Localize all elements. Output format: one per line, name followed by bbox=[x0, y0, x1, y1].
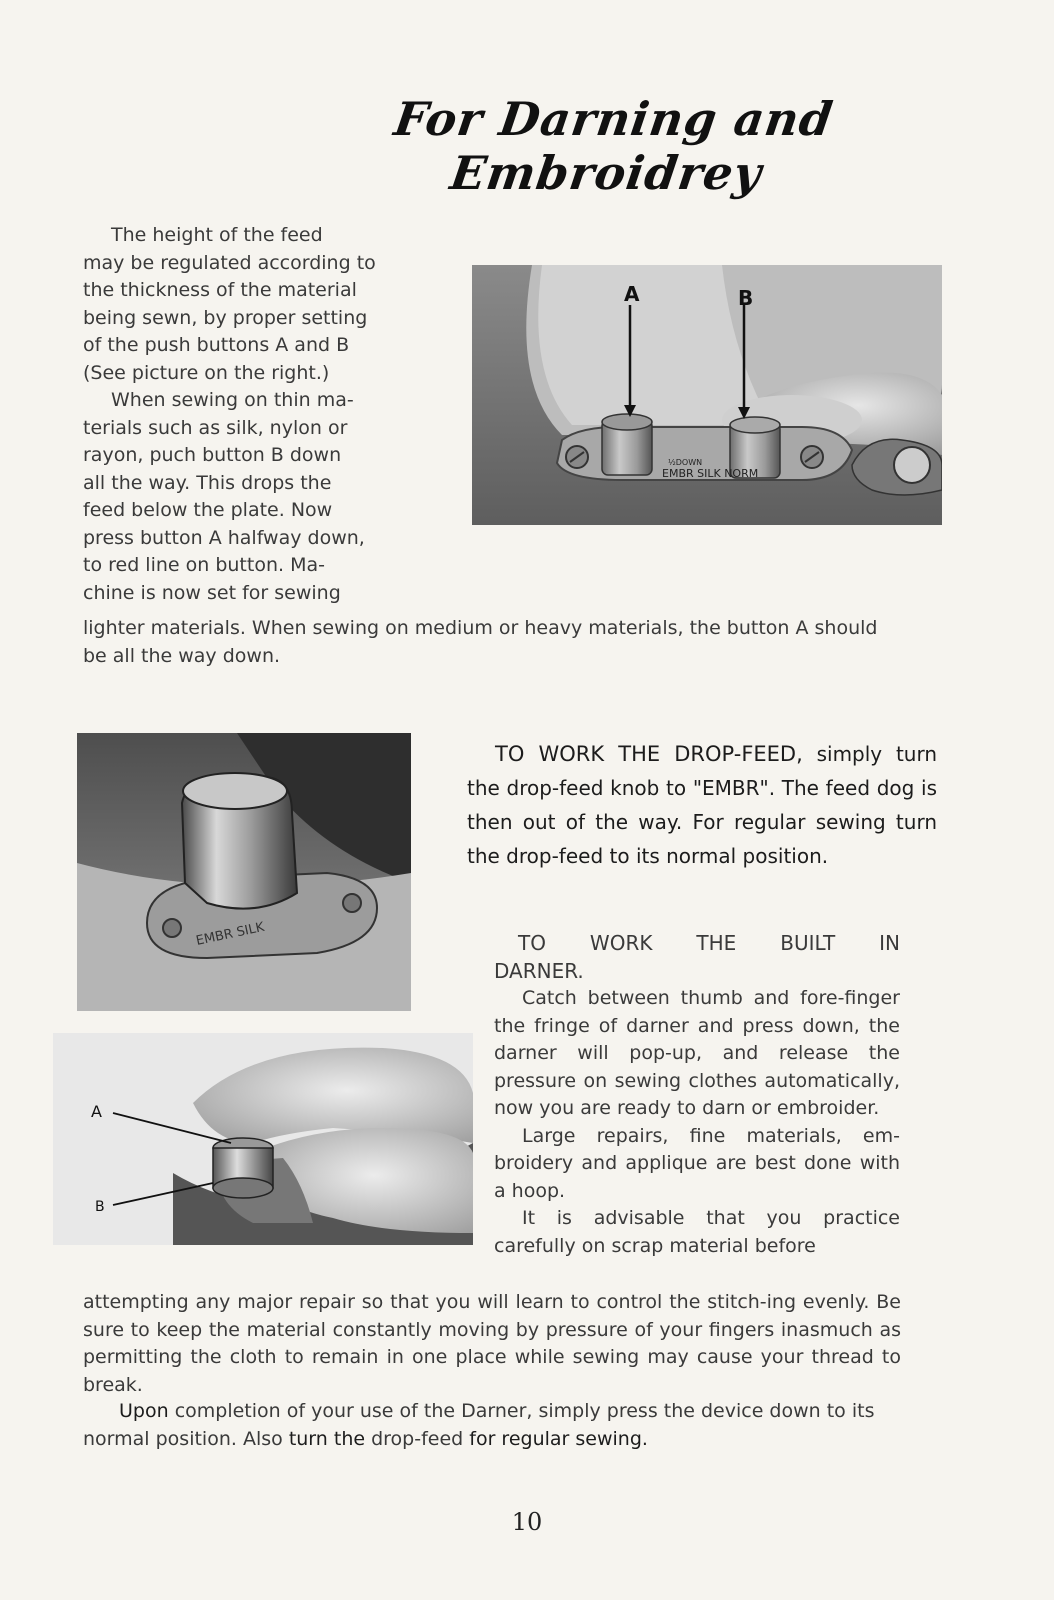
upon-word: Upon bbox=[119, 1400, 169, 1422]
darner-paragraph-3-start: It is advisable that you practice carefully on scrap material before bbox=[494, 1207, 900, 1257]
intro-line: chine is now set for sewing bbox=[83, 581, 341, 604]
darner-paragraph-1: Catch between thumb and fore-finger the fringe of darner and press down, the darner will pop-up, and release the pressure on sewing clothes automatically, now you are ready to darn or embroider. bbox=[494, 987, 900, 1119]
darner-illustration bbox=[53, 1033, 473, 1245]
darner-paragraph-2: Large repairs, fine materials, em-broidery and applique are best done with a hoop. bbox=[494, 1124, 900, 1202]
page-title: For Darning and Embroidrey bbox=[391, 92, 837, 200]
push-buttons-illustration bbox=[472, 265, 942, 525]
darner-p4-mid: completion of your use of the Darner, simply press the device down to its normal position. Also bbox=[83, 1400, 875, 1450]
push-buttons-photo bbox=[472, 265, 942, 525]
darner-paragraph-4 bbox=[83, 1398, 923, 1453]
intro-line: all the way. This drops the bbox=[83, 471, 332, 494]
drop-feed-knob-illustration bbox=[77, 733, 411, 1011]
intro-line: to red line on button. Ma- bbox=[83, 554, 325, 576]
page-number: 10 bbox=[511, 1508, 543, 1536]
intro-paragraph bbox=[83, 222, 413, 607]
intro-line: press button A halfway down, bbox=[83, 526, 365, 549]
intro-line: being sewn, by proper setting bbox=[83, 306, 368, 329]
turn-words: turn the bbox=[288, 1427, 366, 1450]
drop-feed-text: simply turn the drop-feed knob to "EMBR". The feed dog is then out of the way. For regular sewing turn the drop-feed to its normal position. bbox=[467, 742, 938, 868]
darner-label-a: A bbox=[91, 1102, 102, 1121]
drop-feed-heading: TO WORK THE DROP-FEED, bbox=[495, 742, 803, 766]
drop-feed-knob-photo bbox=[77, 733, 411, 1011]
drop-feed-paragraph bbox=[467, 737, 937, 873]
darner-label-b: B bbox=[95, 1199, 105, 1215]
intro-line: the thickness of the material bbox=[83, 279, 357, 301]
knob-engraving: EMBR SILK bbox=[194, 919, 266, 949]
plate-engraving-small: ½DOWN bbox=[668, 458, 703, 467]
darner-photo bbox=[53, 1033, 473, 1245]
intro-line: terials such as silk, nylon or bbox=[83, 416, 348, 439]
intro-line: When sewing on thin ma- bbox=[111, 389, 354, 411]
intro-line: feed below the plate. Now bbox=[83, 499, 333, 521]
intro-line: rayon, puch button B down bbox=[83, 444, 342, 466]
label-b: B bbox=[738, 286, 754, 310]
plate-engraving: EMBR SILK NORM bbox=[662, 467, 759, 480]
intro-line: (See picture on the right.) bbox=[83, 361, 330, 384]
intro-continuation: lighter materials. When sewing on medium or heavy materials, the button A should be all the way down. bbox=[83, 617, 878, 667]
intro-line: of the push buttons A and B bbox=[83, 334, 350, 356]
for-regular-sewing: for regular sewing. bbox=[469, 1427, 648, 1450]
drop-feed-word: drop-feed bbox=[371, 1427, 464, 1450]
darner-section bbox=[494, 930, 900, 1260]
darner-paragraph-3-continuation: attempting any major repair so that you will learn to control the stitch-ing evenly. Be sure to keep the material constantly moving by pressure of your fingers inasmuch as permitting the cloth to remain in one place while sewing may cause your thread to break. bbox=[83, 1291, 901, 1396]
intro-line: may be regulated according to bbox=[83, 251, 376, 274]
darner-heading: TO WORK THE BUILT IN DARNER. bbox=[494, 931, 900, 983]
label-a: A bbox=[624, 282, 640, 306]
intro-line: The height of the feed bbox=[111, 224, 323, 246]
